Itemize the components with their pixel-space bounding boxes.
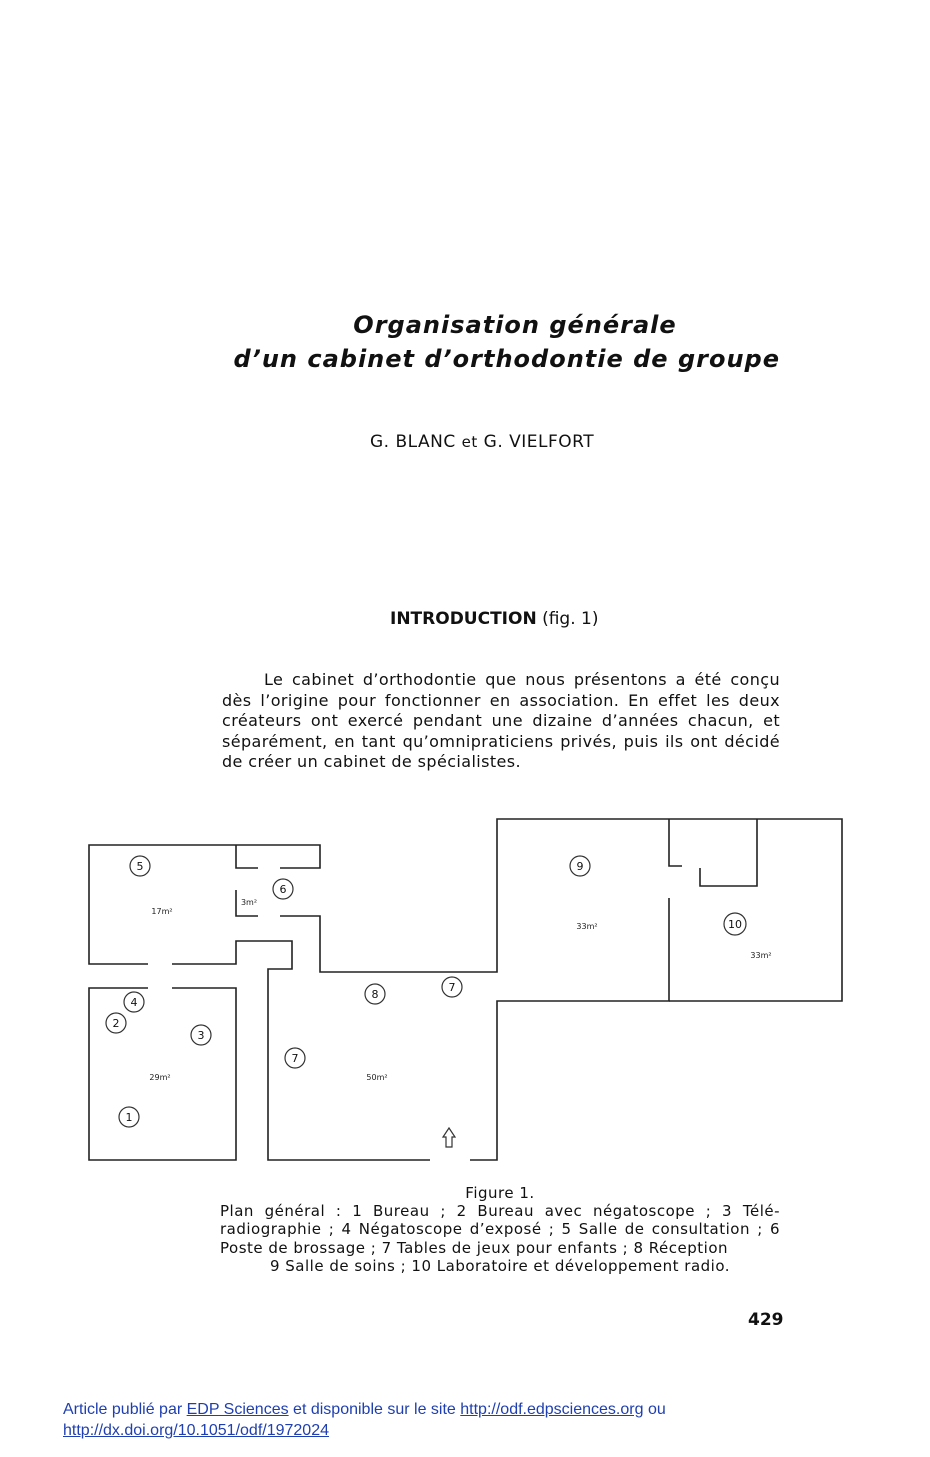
- room-number-4: 4: [130, 996, 138, 1009]
- area-room-6: 3m²: [240, 898, 258, 907]
- room-number-9: 9: [576, 860, 584, 873]
- intro-paragraph-text: Le cabinet d’orthodontie que nous présentons a été conçu dès l’origine pour fonctionner en association. En effet les deux créateurs ont exercé pendant une dizaine d’années chacun, et séparément, en tant qu’omnipraticiens privés, puis ils ont décidé de créer un cabinet de spécialistes.: [222, 670, 780, 771]
- journal-site-link[interactable]: http://odf.edpsciences.org: [460, 1401, 644, 1418]
- room-number-7b: 7: [448, 981, 456, 994]
- title-line-1: Organisation générale: [353, 311, 677, 339]
- room-number-10: 10: [728, 918, 742, 931]
- area-room-5: 17m²: [151, 907, 173, 916]
- floor-plan-walls: [89, 819, 842, 1160]
- author-1: G. BLANC: [370, 432, 456, 452]
- room-number-6: 6: [279, 883, 287, 896]
- room-number-markers: [106, 856, 746, 1127]
- authors-conjunction: et: [461, 433, 478, 451]
- wall: [470, 898, 669, 1160]
- area-room-10: 33m²: [750, 951, 772, 960]
- wall: [700, 819, 757, 886]
- wall: [89, 845, 320, 964]
- room-number-8: 8: [371, 988, 379, 1001]
- area-room-9: 33m²: [576, 922, 598, 931]
- up-arrow-icon: [443, 1128, 455, 1147]
- floor-plan: [80, 810, 850, 1170]
- footer-text-2: et disponible sur le site: [288, 1401, 461, 1418]
- figure-caption-last-line: 9 Salle de soins ; 10 Laboratoire et développement radio.: [269, 1256, 731, 1275]
- room-number-labels: [113, 860, 743, 1124]
- authors: [370, 432, 594, 452]
- figure-number-text: Figure 1.: [465, 1184, 535, 1202]
- author-2: G. VIELFORT: [483, 432, 595, 452]
- footer-text-3: ou: [643, 1401, 666, 1418]
- doi-link[interactable]: http://dx.doi.org/10.1051/odf/1972024: [63, 1422, 329, 1439]
- title-line-2: d’un cabinet d’orthodontie de groupe: [233, 345, 780, 373]
- room-number-5: 5: [136, 860, 144, 873]
- edp-sciences-link[interactable]: EDP Sciences: [186, 1401, 289, 1418]
- figure-number: [0, 1184, 930, 1202]
- article-title: [200, 308, 780, 376]
- section-figure-ref: (fig. 1): [542, 609, 599, 629]
- room-number-1: 1: [125, 1111, 133, 1124]
- area-rooms-1-4: 29m²: [149, 1073, 171, 1082]
- room-number-2: 2: [112, 1017, 120, 1030]
- intro-paragraph: [222, 670, 780, 773]
- room-number-7a: 7: [291, 1052, 299, 1065]
- wall: [236, 845, 258, 868]
- section-heading-text: INTRODUCTION: [390, 609, 537, 629]
- figure-caption: [220, 1202, 780, 1275]
- page-number: 429: [748, 1310, 784, 1330]
- footer-text-1: Article publié par: [63, 1401, 187, 1418]
- room-number-3: 3: [197, 1029, 205, 1042]
- wall: [669, 819, 682, 866]
- publisher-footer: [63, 1399, 666, 1441]
- figure-caption-main: Plan général : 1 Bureau ; 2 Bureau avec négatoscope ; 3 Télé-radiographie ; 4 Négatoscope d’exposé ; 5 Salle de consultation ; 6 Poste de brossage ; 7 Tables de jeux pour enfants ; 8 Réception: [220, 1202, 780, 1257]
- section-heading: [390, 609, 598, 629]
- area-room-8: 50m²: [366, 1073, 388, 1082]
